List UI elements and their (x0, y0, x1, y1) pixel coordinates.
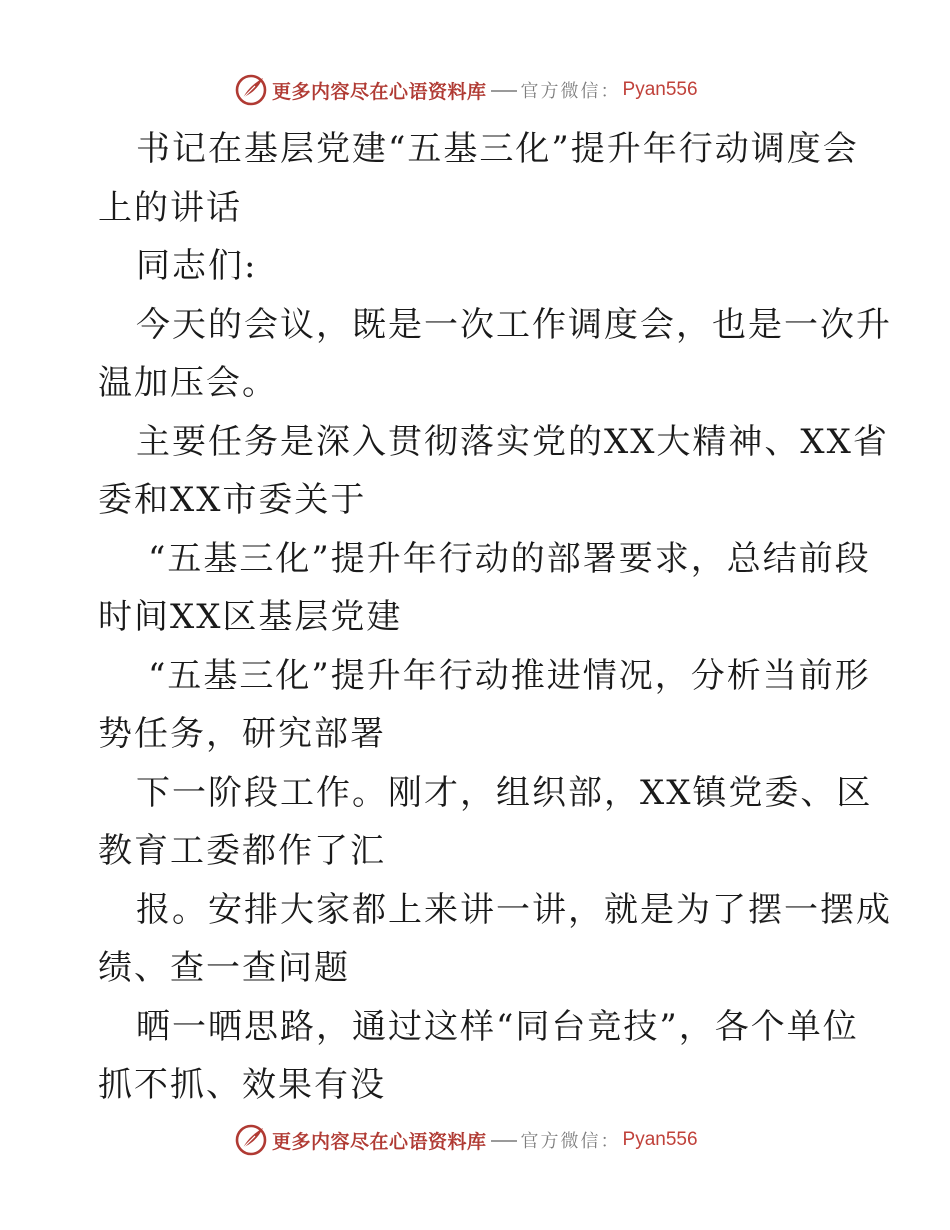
watermark-wechat-id: Pyan556 (622, 79, 698, 100)
body-line: 势任务，研究部署 (98, 714, 386, 754)
body-line: 主要任务是深入贯彻落实党的XX大精神、XX省 (136, 421, 889, 462)
document-body (98, 120, 892, 1115)
body-line: 晒一晒思路，通过这样“同台竞技”，各个单位 (136, 1006, 859, 1047)
body-line: 温加压会。 (98, 363, 278, 403)
body-line: “五基三化”提升年行动的部署要求，总结前段 (148, 538, 871, 579)
body-line: 时间XX区基层党建 (98, 597, 403, 637)
header-watermark (234, 70, 698, 110)
body-line: 委和XX市委关于 (98, 480, 367, 520)
body-line: 抓不抓、效果有没 (98, 1065, 386, 1105)
salutation: 同志们: (136, 246, 258, 286)
body-line: 教育工委都作了汇 (98, 831, 386, 871)
body-line: 今天的会议，既是一次工作调度会，也是一次升 (136, 304, 892, 345)
body-line: 下一阶段工作。刚才，组织部，XX镇党委、区 (136, 772, 873, 813)
feather-pen-circle-icon (234, 1123, 268, 1157)
feather-pen-circle-icon (234, 73, 268, 107)
watermark-title: 更多内容尽在心语资料库 (272, 80, 487, 103)
document-title-cont: 上的讲话 (98, 187, 242, 228)
footer-watermark (234, 1120, 698, 1160)
body-line: “五基三化”提升年行动推进情况，分析当前形 (148, 655, 871, 696)
watermark-official-label: 官方微信： (520, 1131, 621, 1152)
watermark-title: 更多内容尽在心语资料库 (272, 1130, 487, 1153)
watermark-wechat-id: Pyan556 (622, 1129, 698, 1150)
body-line: 绩、查一查问题 (98, 948, 350, 988)
watermark-dash (491, 90, 517, 92)
body-line: 报。安排大家都上来讲一讲，就是为了摆一摆成 (136, 889, 892, 930)
watermark-official-label: 官方微信： (520, 81, 621, 102)
watermark-dash (491, 1140, 517, 1142)
document-title: 书记在基层党建“五基三化”提升年行动调度会 (136, 129, 859, 169)
